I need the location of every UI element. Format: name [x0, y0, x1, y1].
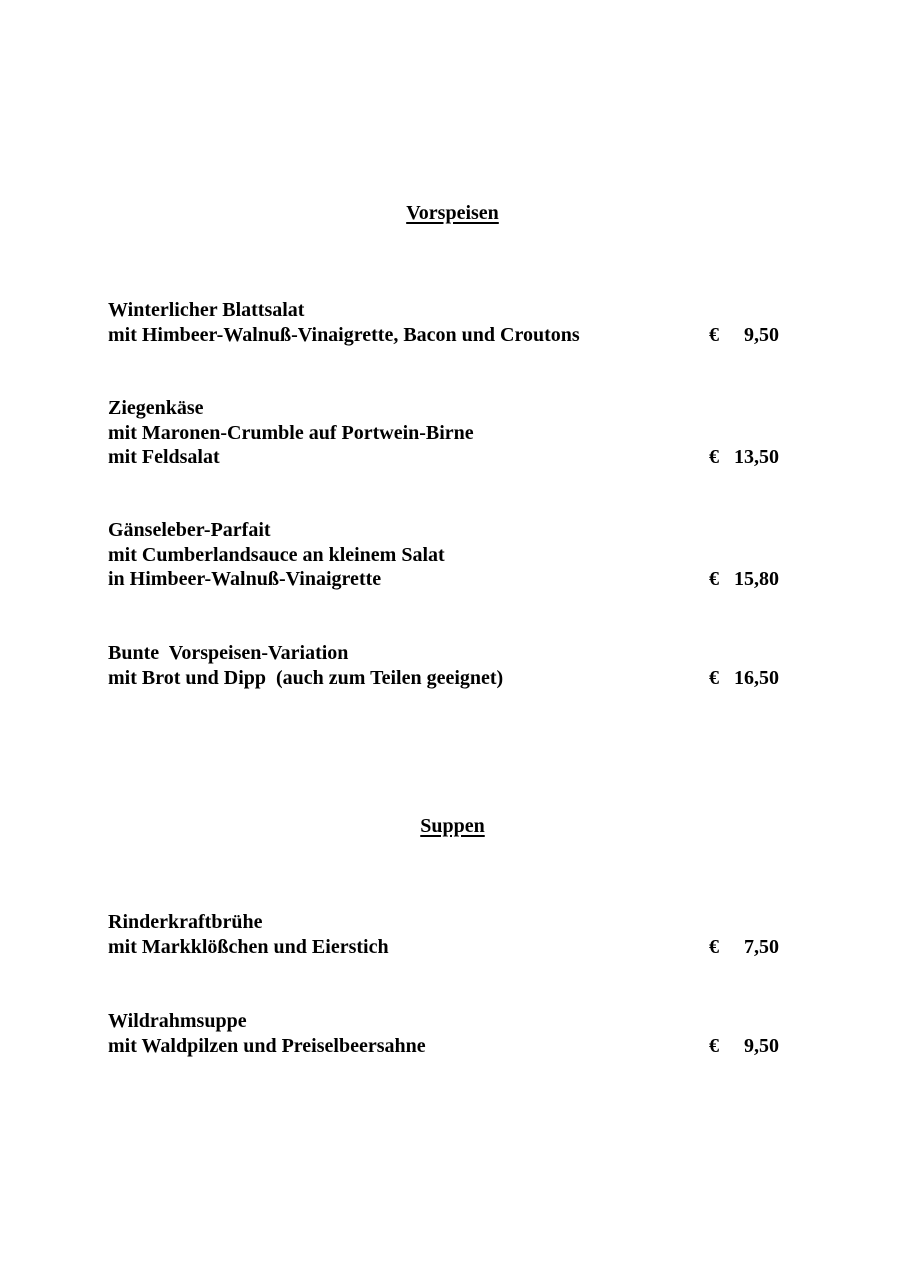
price-amount: 9,50	[744, 324, 779, 346]
section-title-vorspeisen: Vorspeisen	[406, 202, 499, 224]
menu-item-vorspeisen-variation	[108, 641, 808, 690]
price-blattsalat	[709, 323, 779, 348]
dish-description: mit Himbeer-Walnuß-Vinaigrette, Bacon und Croutons	[108, 323, 580, 346]
menu-item-rinderkraftbruehe	[108, 910, 808, 959]
dish-description: in Himbeer-Walnuß-Vinaigrette	[108, 568, 382, 590]
dish-description: mit Brot und Dipp (auch zum Teilen geeignet)	[108, 666, 504, 689]
currency-symbol: €	[709, 324, 719, 346]
dish-name: Bunte Vorspeisen-Variation	[108, 642, 349, 664]
price-amount: 13,50	[734, 446, 779, 468]
dish-description: mit Markklößchen und Eierstich	[108, 935, 389, 958]
currency-symbol: €	[709, 936, 719, 958]
dish-name: Rinderkraftbrühe	[108, 911, 263, 933]
price-gaenseleber	[709, 567, 779, 592]
dish-name: Ziegenkäse	[108, 397, 204, 419]
menu-item-blattsalat	[108, 298, 808, 347]
currency-symbol: €	[709, 667, 719, 689]
dish-name: Winterlicher Blattsalat	[108, 299, 305, 321]
section-title-suppen: Suppen	[420, 815, 485, 837]
price-amount: 7,50	[744, 936, 779, 958]
dish-name: Gänseleber-Parfait	[108, 519, 271, 541]
price-amount: 16,50	[734, 667, 779, 689]
menu-item-wildrahmsuppe	[108, 1009, 808, 1058]
dish-description: mit Feldsalat	[108, 446, 220, 468]
menu-item-gaenseleber	[108, 518, 808, 592]
price-rinderkraftbruehe	[709, 935, 779, 960]
dish-name: Wildrahmsuppe	[108, 1010, 247, 1032]
price-amount: 9,50	[744, 1035, 779, 1057]
price-amount: 15,80	[734, 568, 779, 590]
price-wildrahmsuppe	[709, 1034, 779, 1059]
dish-description: mit Waldpilzen und Preiselbeersahne	[108, 1034, 426, 1057]
currency-symbol: €	[709, 568, 719, 590]
dish-description: mit Cumberlandsauce an kleinem Salat	[108, 543, 445, 566]
price-vorspeisen-variation	[709, 666, 779, 691]
menu-item-ziegenkaese	[108, 396, 808, 470]
currency-symbol: €	[709, 1035, 719, 1057]
currency-symbol: €	[709, 446, 719, 468]
dish-description: mit Maronen-Crumble auf Portwein-Birne	[108, 421, 474, 444]
price-ziegenkaese	[709, 445, 779, 470]
